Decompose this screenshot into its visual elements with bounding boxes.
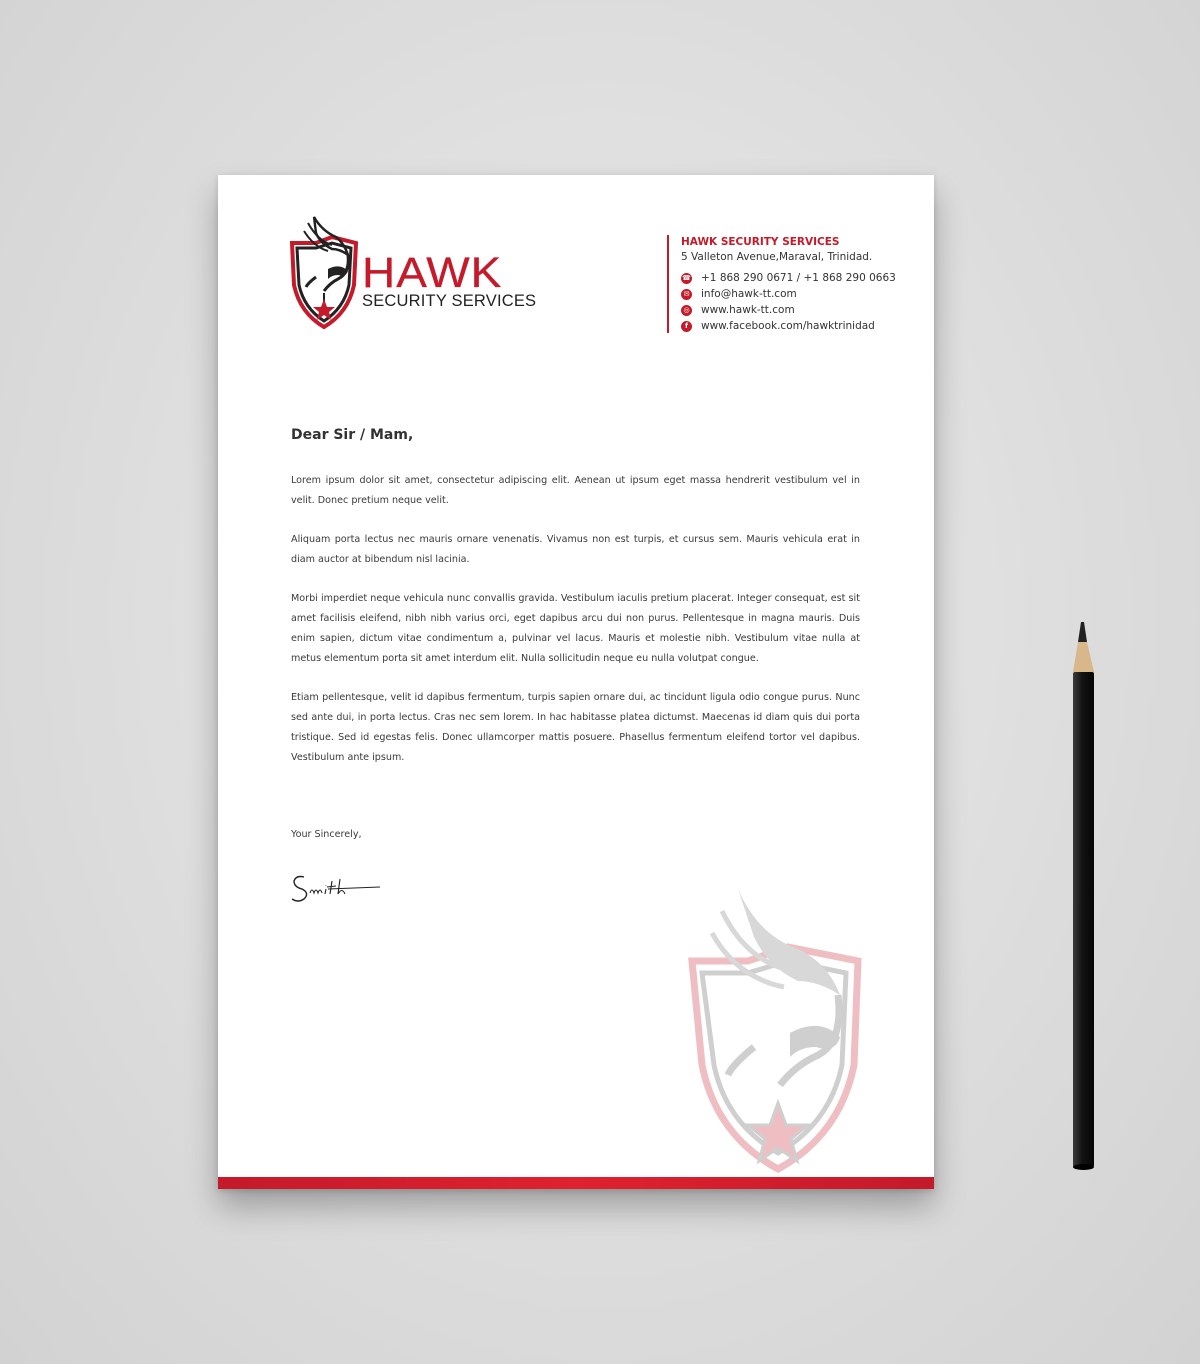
pencil-prop	[1068, 622, 1098, 1172]
letter-greeting: Dear Sir / Mam,	[291, 427, 414, 443]
company-name: HAWK SECURITY SERVICES	[681, 236, 840, 248]
logo-subtitle: SECURITY SERVICES	[362, 292, 537, 310]
letter-body	[291, 471, 860, 787]
letter-paragraph: Aliquam porta lectus nec mauris ornare venenatis. Vivamus non est turpis, et cursus sem. Mauris vehicula erat in diam auctor at bibendum nisl lacinia.	[291, 534, 860, 565]
contact-facebook[interactable]	[681, 318, 911, 334]
contact-email[interactable]	[681, 286, 911, 302]
email-icon: ✉	[681, 289, 692, 300]
hawk-shield-emblem	[288, 213, 360, 331]
website-text[interactable]: www.hawk-tt.com	[701, 304, 795, 316]
company-logo	[288, 213, 548, 333]
facebook-text[interactable]: www.facebook.com/hawktrinidad	[701, 320, 875, 332]
contact-phone	[681, 270, 911, 286]
hawk-watermark	[688, 885, 868, 1175]
web-icon: ◎	[681, 305, 692, 316]
contact-block	[667, 235, 911, 333]
letter-paragraph: Lorem ipsum dolor sit amet, consectetur adipiscing elit. Aenean ut ipsum eget massa hendrerit vestibulum vel in velit. Donec pretium neque velit.	[291, 475, 860, 506]
letterhead-sheet	[218, 175, 934, 1189]
logo-wordmark: HAWK	[362, 248, 503, 297]
signature-image	[288, 867, 388, 907]
contact-website[interactable]	[681, 302, 911, 318]
email-text[interactable]: info@hawk-tt.com	[701, 288, 797, 300]
letter-paragraph: Morbi imperdiet neque vehicula nunc convallis gravida. Vestibulum iaculis pretium placerat. Integer consequat, est sit amet facilisis eleifend, nibh nibh varius orci, eget dapibus arcu dui non purus. Pellentesque in magna mauris. Duis enim sapien, dictum vitae condimentum a, pulvinar vel lacus. Mauris et molestie nibh. Vestibulum vitae nulla at metus elementum porta sit amet interdum elit. Nulla sollicitudin neque eu nulla volutpat congue.	[291, 593, 860, 664]
phone-text: +1 868 290 0671 / +1 868 290 0663	[701, 272, 896, 284]
letter-closing: Your Sincerely,	[291, 829, 362, 840]
facebook-icon: f	[681, 321, 692, 332]
phone-icon: ☎	[682, 273, 691, 282]
footer-accent-bar	[218, 1177, 934, 1189]
letter-paragraph: Etiam pellentesque, velit id dapibus fermentum, turpis sapien ornare dui, ac tincidunt ligula odio congue purus. Nunc sed ante dui, in porta lectus. Cras nec sem lorem. In hac habitasse platea dictumst. Maecenas id diam quis dui porta tristique. Sed id egestas felis. Donec ullamcorper mattis posuere. Phasellus fermentum eleifend tortor vel dapibus. Vestibulum ante ipsum.	[291, 692, 860, 763]
company-address: 5 Valleton Avenue,Maraval, Trinidad.	[681, 251, 873, 263]
